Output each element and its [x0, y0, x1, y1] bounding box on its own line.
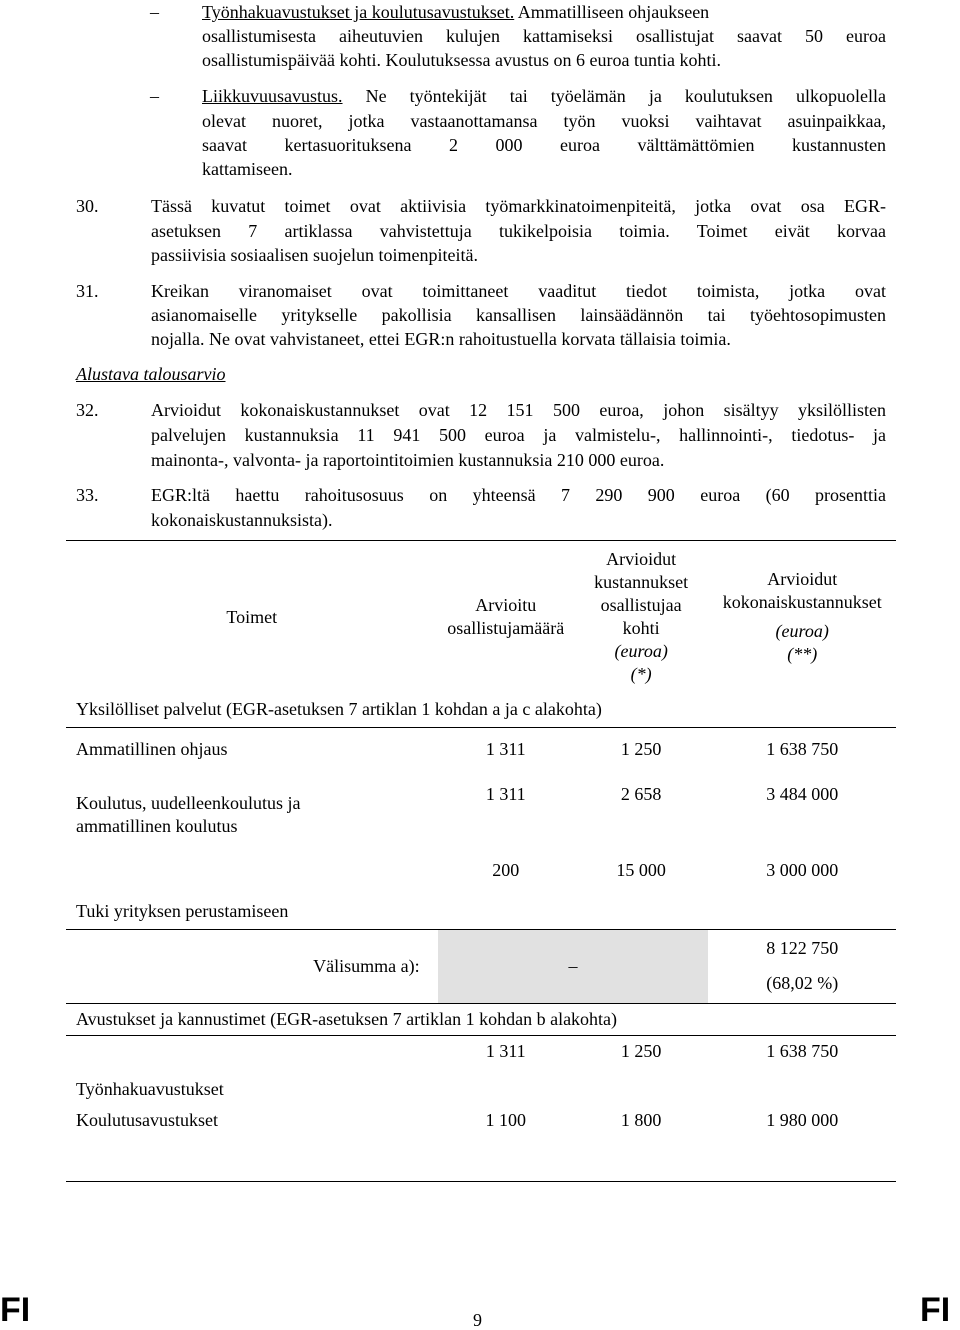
- paragraph-number: 30.: [76, 196, 99, 216]
- row-cost-per: 1 800: [574, 1105, 709, 1181]
- list-item-first-line: Työnhakuavustukset ja koulutusavustukset. Ammatilliseen ohjaukseen: [202, 2, 710, 22]
- text-line: osallistumisesta aiheutuvien kulujen kattamiseksi osallistujat saavat 50 euroa: [202, 26, 886, 46]
- text-line: passiivisia sosiaalisen suojelun toimenpiteitä.: [151, 245, 478, 265]
- text-line: saavat kertasuorituksena 2 000 euroa välttämättömien kustannusten: [202, 135, 886, 155]
- language-code-right: FI: [920, 1291, 951, 1329]
- subtotal-label: Välisumma a):: [66, 929, 438, 1003]
- row-participants: 1 100: [438, 1105, 574, 1181]
- paragraph-number: 31.: [76, 281, 99, 301]
- table-row: [66, 1035, 896, 1105]
- row-cost-per: 1 250: [574, 727, 709, 771]
- row-label: Ammatillinen ohjaus: [66, 727, 438, 771]
- paragraph-number: 32.: [76, 400, 99, 420]
- row-cost-per: 2 658: [620, 784, 662, 804]
- header-total-cost: Arvioidut kokonaiskustannukset (euroa) (**): [722, 569, 882, 664]
- row-participants: 1 311: [438, 727, 574, 771]
- table-row: [66, 1105, 896, 1181]
- list-item-label: Liikkuvuusavustus.: [202, 86, 343, 106]
- row-label: Koulutus, uudelleenkoulutus ja ammatillinen koulutus: [76, 793, 301, 836]
- row-cost-per: 1 250: [574, 1035, 709, 1105]
- text-line: kokonaiskustannuksista).: [151, 510, 333, 530]
- paragraph-number: 33.: [76, 485, 99, 505]
- text-line: osallistumispäivää kohti. Koulutuksessa avustus on 6 euroa tuntia kohti.: [202, 50, 721, 70]
- table-row: [66, 859, 896, 929]
- table-row: [66, 771, 896, 859]
- row-total: 1 638 750: [708, 727, 896, 771]
- text-line: mainonta-, valvonta- ja raportointitoimien kustannuksia 210 000 euroa.: [151, 450, 665, 470]
- row-label: Koulutusavustukset: [66, 1105, 438, 1181]
- text-line: asianomaiselle yritykselle pakollisia kansallisen lainsäädännön tai työehtosopimusten: [151, 305, 886, 325]
- header-cost-per-participant: Arvioidut kustannukset osallistujaa kohti (euroa) (*): [594, 549, 689, 684]
- text-line: palvelujen kustannuksia 11 941 500 euroa ja valmistelu-, hallinnointi-, tiedotus- ja: [151, 425, 886, 445]
- text-line: nojalla. Ne ovat vahvistaneet, ettei EGR:n rahoitustuella korvata tällaisia toimia.: [151, 329, 731, 349]
- section-row: [66, 1003, 896, 1035]
- row-label: Tuki yrityksen perustamiseen: [76, 900, 289, 921]
- header-participants: Arvioitu osallistujamäärä: [447, 595, 565, 638]
- text-line: kattamiseen.: [202, 159, 293, 179]
- row-total: 1 980 000: [708, 1105, 896, 1181]
- text-line: EGR:ltä haettu rahoitusosuus on yhteensä 7 290 900 euroa (60 prosenttia: [151, 485, 886, 505]
- row-label: Työnhakuavustukset: [66, 1035, 438, 1105]
- subtotal-total: 8 122 750 (68,02 %): [708, 929, 896, 1003]
- section-heading: Alustava talousarvio: [76, 364, 226, 384]
- table-header-row: [66, 541, 896, 693]
- list-item-first-line: Liikkuvuusavustus. Ne työntekijät tai työelämän ja koulutuksen ulkopuolella: [202, 86, 886, 106]
- subtotal-row: [66, 929, 896, 1003]
- text-line: olevat nuoret, jotka vastaanottamansa työn vuoksi vaihtavat asuinpaikkaa,: [202, 111, 886, 131]
- text-line: Tässä kuvatut toimet ovat aktiivisia työmarkkinatoimenpiteitä, jotka ovat osa EGR-: [151, 196, 886, 216]
- list-dash: –: [150, 2, 159, 22]
- row-total: 1 638 750: [708, 1035, 896, 1105]
- section-label: Avustukset ja kannustimet (EGR-asetuksen 7 artiklan 1 kohdan b alakohta): [66, 1003, 896, 1035]
- list-item-label: Työnhakuavustukset ja koulutusavustukset.: [202, 2, 515, 22]
- text-line: Kreikan viranomaiset ovat toimittaneet vaaditut tiedot toimista, jotka ovat: [151, 281, 886, 301]
- header-actions: Toimet: [226, 606, 278, 627]
- text-line: asetuksen 7 artiklassa vahvistettuja tukikelpoisia toimia. Toimet eivät korvaa: [151, 221, 886, 241]
- language-code-left: FI: [0, 1291, 31, 1329]
- budget-table: [66, 540, 896, 1182]
- page-number: 9: [473, 1310, 482, 1330]
- section-label: Yksilölliset palvelut (EGR-asetuksen 7 artiklan 1 kohdan a ja c alakohta): [76, 699, 602, 720]
- table-row: [66, 727, 896, 771]
- row-participants: 1 311: [438, 1035, 574, 1105]
- subtotal-empty-cell: –: [438, 929, 709, 1003]
- row-cost-per: 15 000: [616, 860, 666, 880]
- list-dash: –: [150, 86, 159, 106]
- row-participants: 200: [492, 860, 520, 880]
- row-total: 3 484 000: [766, 784, 839, 804]
- row-total: 3 000 000: [766, 860, 839, 880]
- section-row: [66, 693, 896, 727]
- text-line: Arvioidut kokonaiskustannukset ovat 12 151 500 euroa, johon sisältyy yksilöllisten: [151, 400, 886, 420]
- row-participants: 1 311: [485, 784, 526, 804]
